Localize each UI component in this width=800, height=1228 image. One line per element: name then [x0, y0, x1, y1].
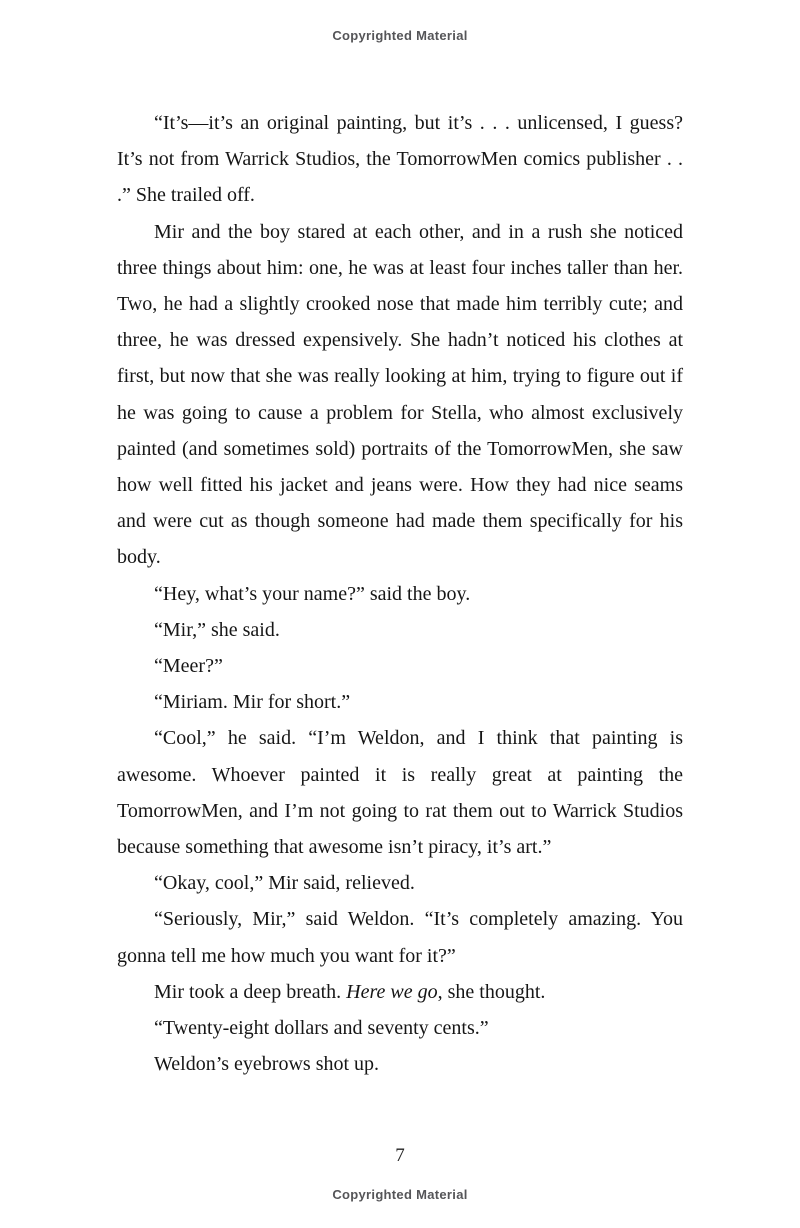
copyright-notice-bottom: Copyrighted Material	[332, 1187, 468, 1202]
page-text	[117, 105, 683, 1082]
paragraph-text: Mir took a deep breath.	[154, 980, 347, 1003]
paragraph: Weldon’s eyebrows shot up.	[154, 1053, 380, 1076]
page-number: 7	[395, 1145, 405, 1166]
italic-phrase: Here we go	[346, 980, 438, 1003]
paragraph: “Seriously, Mir,” said Weldon. “It’s completely amazing. You gonna tell me how much you want for it?”	[117, 908, 683, 967]
paragraph: “Twenty-eight dollars and seventy cents.”	[154, 1017, 489, 1040]
copyright-notice-top: Copyrighted Material	[332, 28, 468, 43]
paragraph: “It’s—it’s an original painting, but it’s . . . unlicensed, I guess? It’s not from Warrick Studios, the TomorrowMen comics publisher . . .” She trailed off.	[117, 112, 683, 207]
paragraph: “Miriam. Mir for short.”	[154, 691, 351, 714]
paragraph: “Okay, cool,” Mir said, relieved.	[154, 872, 415, 895]
paragraph: “Cool,” he said. “I’m Weldon, and I think that painting is awesome. Whoever painted it is really great at painting the TomorrowMen, and I’m not going to rat them out to Warrick Studios because something that awesome isn’t piracy, it’s art.”	[117, 727, 683, 859]
paragraph: Mir and the boy stared at each other, and in a rush she noticed three things about him: one, he was at least four inches taller than her. Two, he had a slightly crooked nose that made him terribly cute; and three, he was dressed expensively. She hadn’t noticed his clothes at first, but now that she was really looking at him, trying to figure out if he was going to cause a problem for Stella, who almost exclusively painted (and sometimes sold) portraits of the TomorrowMen, she saw how well fitted his jacket and jeans were. How they had nice seams and were cut as though someone had made them specifically for his body.	[117, 220, 683, 569]
paragraph-text: , she thought.	[437, 980, 546, 1003]
paragraph: “Hey, what’s your name?” said the boy.	[154, 582, 471, 605]
paragraph: “Meer?”	[154, 655, 223, 678]
paragraph: “Mir,” she said.	[154, 618, 280, 641]
page-footer	[0, 1145, 800, 1228]
page-header	[0, 0, 800, 43]
paragraph	[117, 974, 683, 1010]
